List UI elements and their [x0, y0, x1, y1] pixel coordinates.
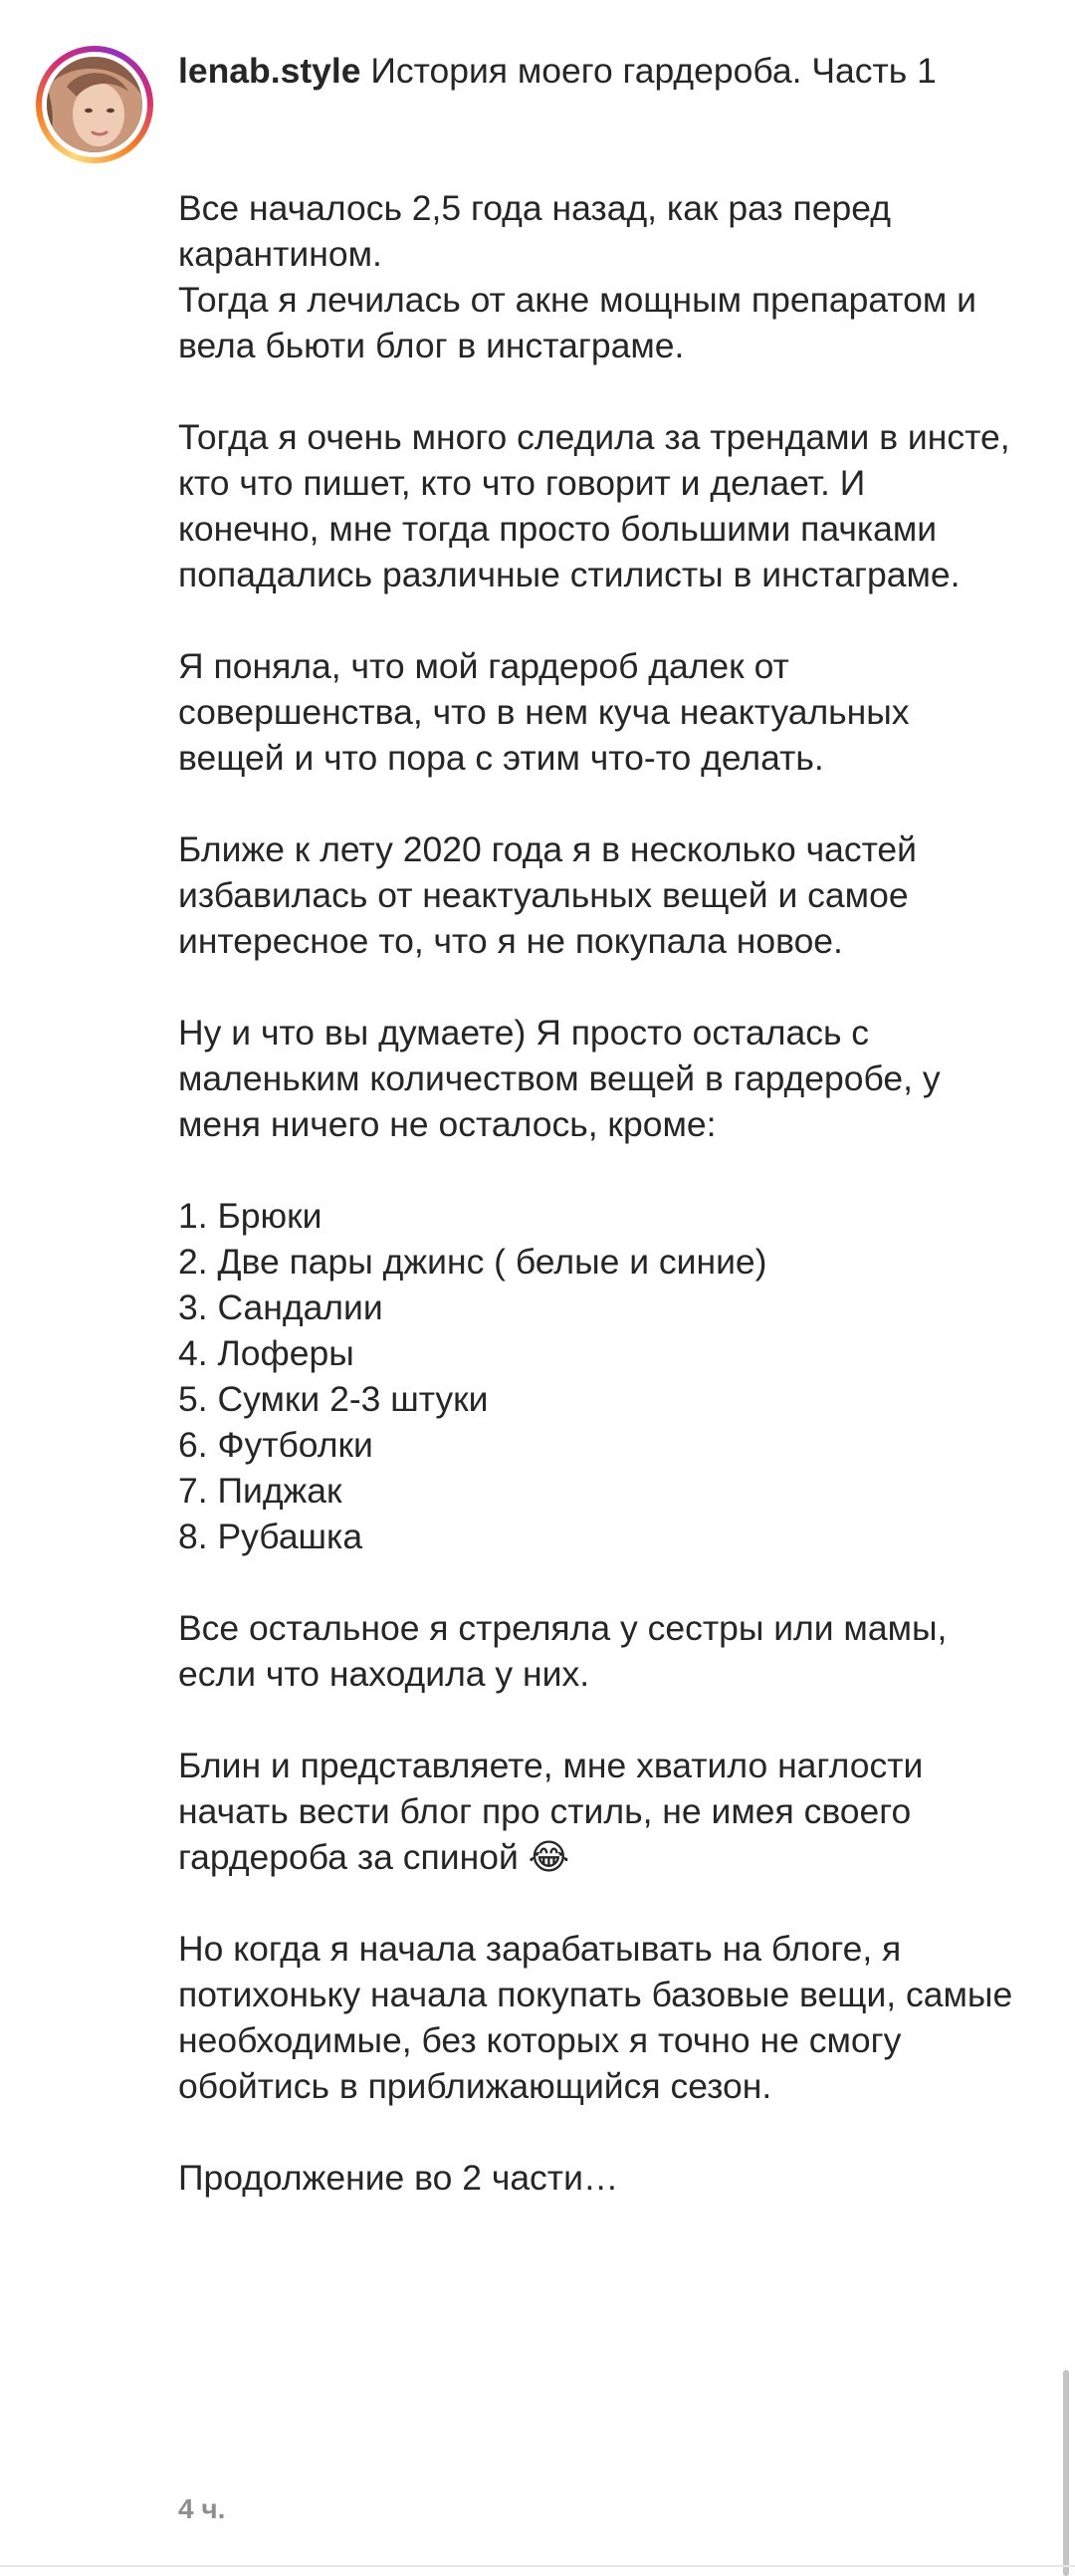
- paragraph-gap: [178, 94, 1014, 139]
- paragraph-gap: [178, 1697, 1014, 1743]
- scrollbar-thumb[interactable]: [1063, 2370, 1069, 2576]
- avatar-ring-gap: [42, 52, 147, 157]
- paragraph-gap: [178, 1880, 1014, 1926]
- post-timestamp[interactable]: 4 ч.: [178, 2493, 226, 2524]
- caption-paragraph-10: Продолжение во 2 части…: [178, 2158, 619, 2198]
- divider: [0, 2565, 1075, 2567]
- paragraph-gap: [178, 781, 1014, 826]
- caption-paragraph-9: Но когда я начала зарабатывать на блоге, я потихоньку начала покупать базовые вещи, самые необходимые, без которых я точно не смогу обойтись в приближающийся сезон.: [178, 1929, 1023, 2106]
- paragraph-gap: [178, 1147, 1014, 1193]
- paragraph-gap: [178, 597, 1014, 643]
- caption: [178, 48, 1023, 2201]
- caption-paragraph-8: Блин и представляете, мне хватило наглости начать вести блог про стиль, не имея своего гардероба за спиной 😂: [178, 1746, 934, 1877]
- paragraph-gap: [178, 2109, 1014, 2155]
- caption-title: История моего гардероба. Часть 1: [360, 51, 937, 91]
- wardrobe-list: 1. Брюки 2. Две пары джинс ( белые и синие) 3. Сандалии 4. Лоферы 5. Сумки 2-3 штуки 6. Футболки 7. Пиджак 8. Рубашка: [178, 1196, 767, 1556]
- paragraph-gap: [178, 139, 1014, 185]
- paragraph-gap: [178, 964, 1014, 1010]
- caption-paragraph-5: Ну и что вы думаете) Я просто осталась с маленьким количеством вещей в гардеробе, у меня ничего не осталось, кроме:: [178, 1013, 951, 1144]
- caption-paragraph-3: Я поняла, что мой гардероб далек от совершенства, что в нем куча неактуальных вещей и что пора с этим что-то делать.: [178, 646, 920, 778]
- caption-paragraph-1: Все началось 2,5 года назад, как раз перед карантином. Тогда я лечилась от акне мощным препаратом и вела бьюти блог в инстаграме.: [178, 188, 976, 365]
- caption-paragraph-4: Ближе к лету 2020 года я в несколько частей избавилась от неактуальных вещей и самое интересное то, что я не покупала новое.: [178, 829, 927, 961]
- paragraph-gap: [178, 368, 1014, 414]
- username-link[interactable]: lenab.style: [178, 51, 361, 91]
- avatar[interactable]: [36, 46, 153, 163]
- avatar-photo: [47, 57, 142, 152]
- caption-paragraph-7: Все остальное я стреляла у сестры или мамы, если что находила у них.: [178, 1608, 958, 1694]
- paragraph-gap: [178, 1559, 1014, 1605]
- avatar-portrait-icon: [47, 57, 142, 152]
- caption-paragraph-2: Тогда я очень много следила за трендами в инсте, кто что пишет, кто что говорит и делает. И конечно, мне тогда просто большими пачками попадались различные стилисты в инстаграме.: [178, 417, 1020, 594]
